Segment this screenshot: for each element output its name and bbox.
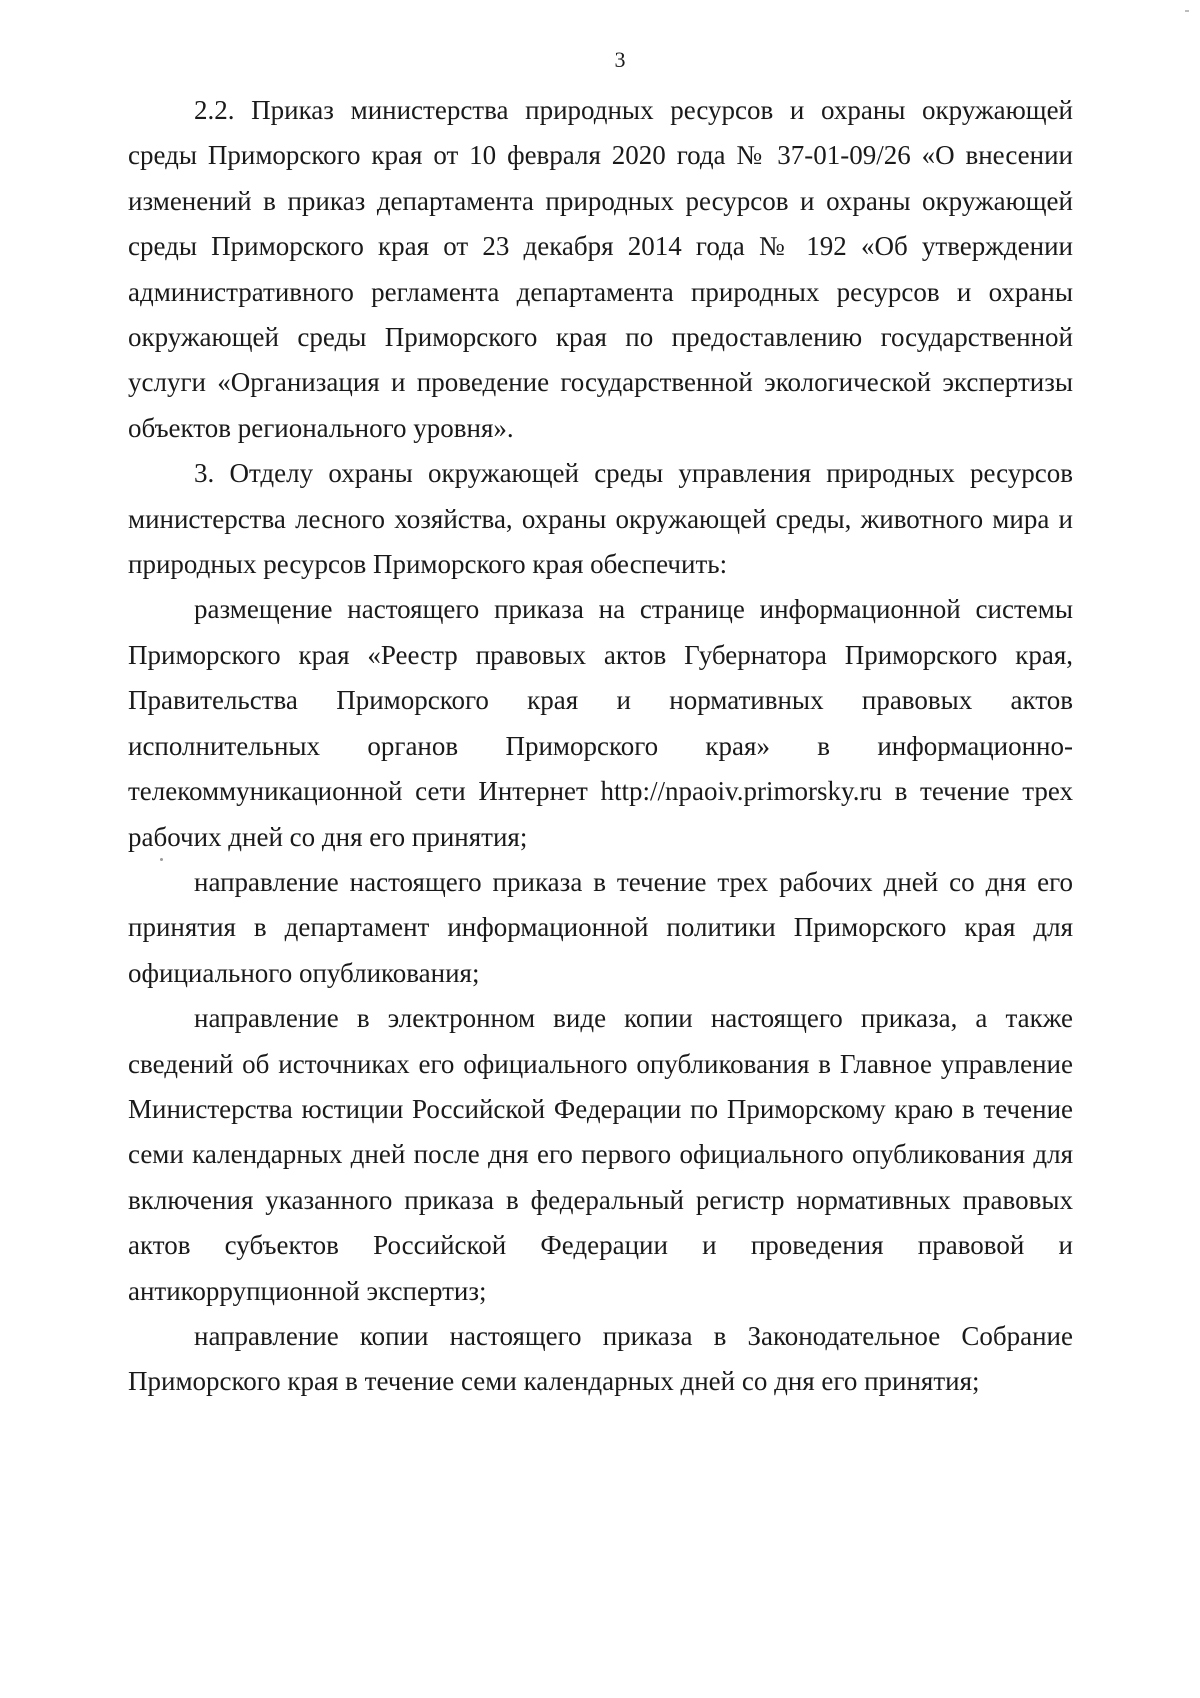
page-number: 3 [614,47,626,72]
scan-speck [1185,10,1189,12]
paragraph-publication-registry: размещение настоящего приказа на странице информационной системы Приморского края «Реестр правовых актов Губернатора Приморского края, Правительства Приморского края и нормативных правовых актов исполнительных органов Приморского края» в информационно-телекоммуникационной сети Интернет http://npaoiv.primorsky.ru в течение трех рабочих дней со дня его принятия; [128,594,1073,852]
paragraph-legislative-assembly: направление копии настоящего приказа в Законодательное Собрание Приморского края в течение семи календарных дней со дня его принятия; [128,1320,1073,1397]
paragraph-2-2-order: 2.2. Приказ министерства природных ресурсов и охраны окружающей среды Приморского края от 10 февраля 2020 года № 37-01-09/26 «О внесении изменений в приказ департамента природных ресурсов и охраны окружающей среды Приморского края от 23 декабря 2014 года № 192 «Об утверждении административного регламента департамента природных ресурсов и охраны окружающей среды Приморского края по предоставлению государственной услуги «Организация и проведение государственной экологической экспертизы объектов регионального уровня». [128,95,1073,443]
paragraph-ministry-of-justice: направление в электронном виде копии настоящего приказа, а также сведений об источниках его официального опубликования в Главное управление Министерства юстиции Российской Федерации по Приморскому краю в течение семи календарных дней после дня его первого официального опубликования для включения указанного приказа в федеральный регистр нормативных правовых актов субъектов Российской Федерации и проведения правовой и антикоррупционной экспертиз; [128,1003,1073,1306]
paragraph-3-department-ensure: 3. Отделу охраны окружающей среды управления природных ресурсов министерства лесного хозяйства, охраны окружающей среды, животного мира и природных ресурсов Приморского края обеспечить: [128,458,1073,580]
paragraph-information-policy: направление настоящего приказа в течение трех рабочих дней со дня его принятия в департамент информационной политики Приморского края для официального опубликования; [128,866,1073,988]
document-body [128,88,1073,1405]
scan-speck [160,858,163,861]
